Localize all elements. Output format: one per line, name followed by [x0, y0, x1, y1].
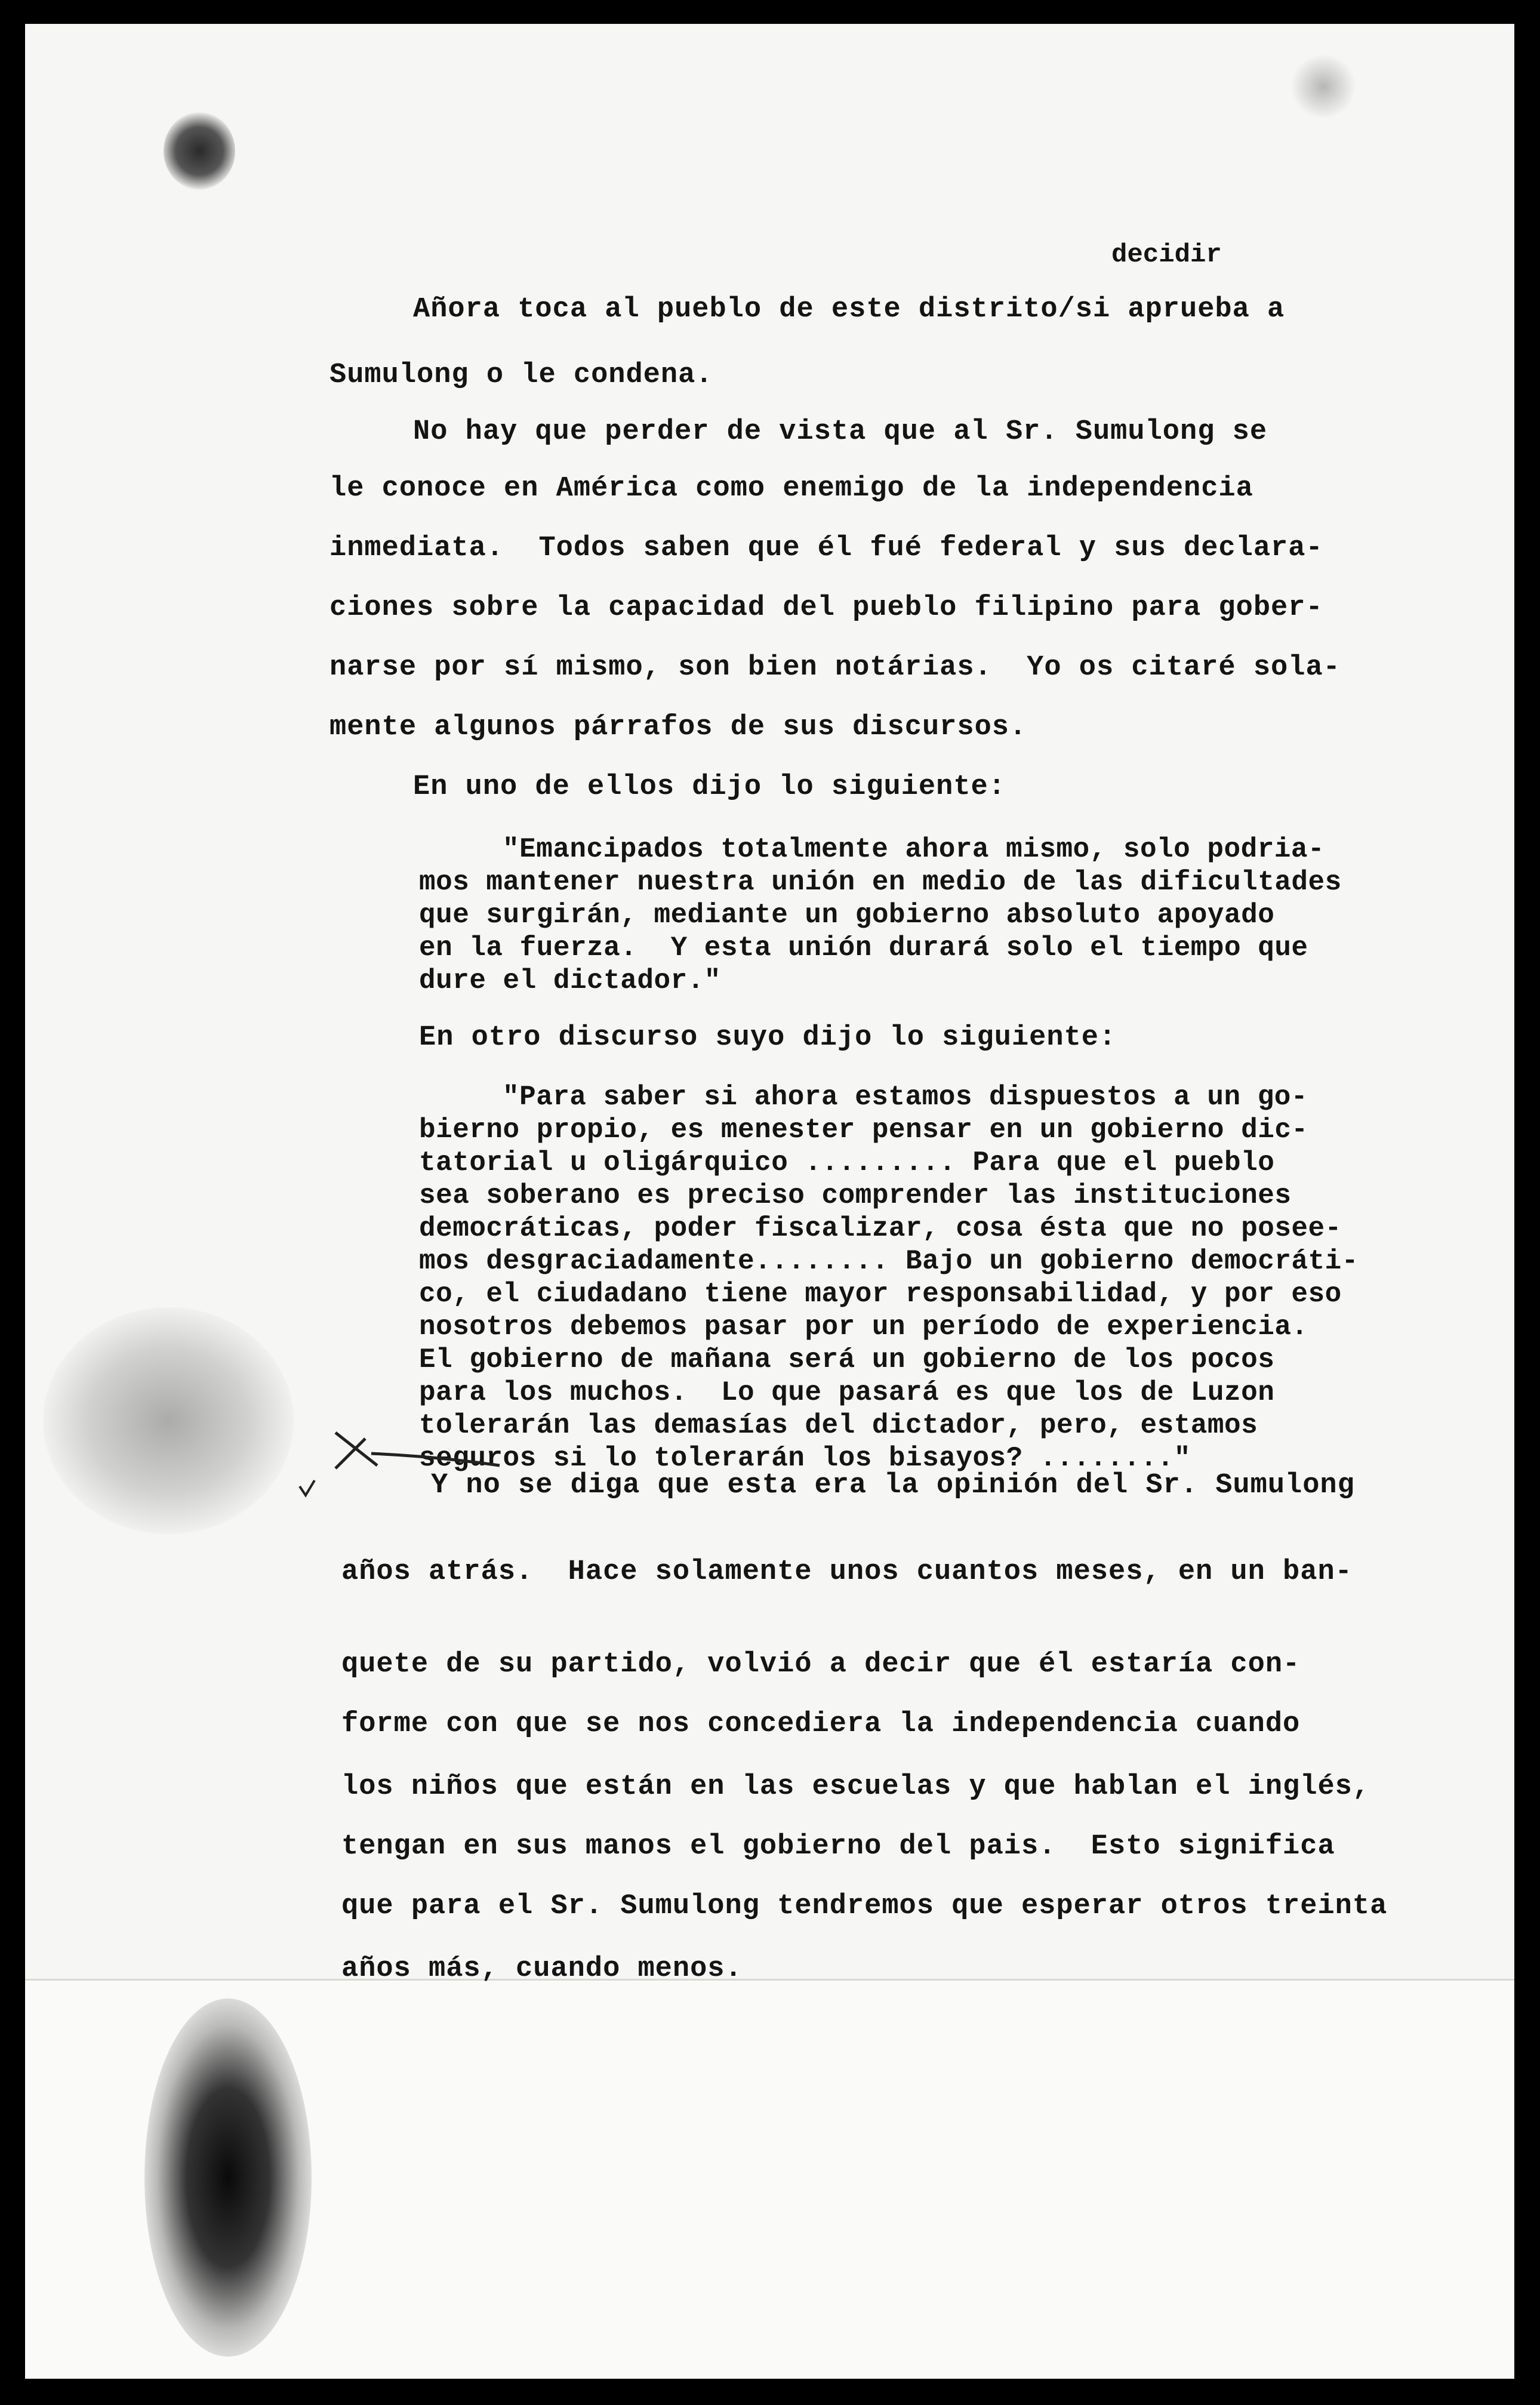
text-line: los niños que están en las escuelas y que hablan el inglés,	[341, 1771, 1370, 1803]
quote-line: seguros si lo tolerarán los bisayos? ........"	[419, 1443, 1191, 1474]
quote-line: mos mantener nuestra unión en medio de las dificultades	[419, 867, 1342, 898]
text-line: tengan en sus manos el gobierno del pais. Esto significa	[341, 1831, 1335, 1862]
quote-line: mos desgraciadamente........ Bajo un gobierno democráti-	[419, 1246, 1359, 1277]
text-line: En otro discurso suyo dijo lo siguiente:	[419, 1022, 1117, 1054]
quote-line: dure el dictador."	[419, 965, 721, 996]
quote-line: nosotros debemos pasar por un período de experiencia.	[419, 1311, 1308, 1342]
text-line: mente algunos párrafos de sus discursos.	[329, 712, 1027, 743]
text-line: le conoce en América como enemigo de la independencia	[329, 473, 1253, 504]
dark-smudge	[144, 1998, 312, 2357]
text-line: inmediata. Todos saben que él fué federal y sus declara-	[329, 532, 1323, 564]
folded-lower-section	[25, 1979, 1514, 2379]
quote-line: sea soberano es preciso comprender las instituciones	[419, 1180, 1292, 1211]
quote-line: tatorial u oligárquico ......... Para que el pueblo	[419, 1147, 1275, 1178]
quote-line: "Emancipados totalmente ahora mismo, solo podria-	[503, 834, 1325, 865]
text-line: que para el Sr. Sumulong tendremos que esperar otros treinta	[341, 1890, 1388, 1922]
text-line: quete de su partido, volvió a decir que él estaría con-	[341, 1649, 1301, 1680]
quote-line: para los muchos. Lo que pasará es que los de Luzon	[419, 1377, 1275, 1408]
text-line: forme con que se nos concediera la independencia cuando	[341, 1708, 1301, 1740]
quote-line: en la fuerza. Y esta unión durará solo el tiempo que	[419, 932, 1308, 963]
quote-line: tolerarán las demasías del dictador, pero, estamos	[419, 1410, 1258, 1441]
text-line: En uno de ellos dijo lo siguiente:	[413, 771, 1006, 803]
stain-left	[43, 1307, 294, 1534]
quote-line: que surgirán, mediante un gobierno absoluto apoyado	[419, 900, 1275, 931]
quote-line: democráticas, poder fiscalizar, cosa ésta que no posee-	[419, 1213, 1342, 1244]
ink-blot	[164, 112, 235, 190]
text-line: Y no se diga que esta era la opinión del Sr. Sumulong	[431, 1470, 1355, 1501]
text-line: Añora toca al pueblo de este distrito/si aprueba a	[413, 294, 1285, 325]
text-line: años más, cuando menos.	[341, 1953, 743, 1985]
text-line: ciones sobre la capacidad del pueblo filipino para gober-	[329, 592, 1323, 624]
quote-line: "Para saber si ahora estamos dispuestos a un go-	[503, 1082, 1308, 1113]
text-line: narse por sí mismo, son bien notárias. Yo os citaré sola-	[329, 652, 1341, 683]
stain-top-right	[1290, 54, 1356, 119]
quote-line: El gobierno de mañana será un gobierno de los pocos	[419, 1344, 1275, 1375]
text-line: Sumulong o le condena.	[329, 359, 713, 391]
text-line: No hay que perder de vista que al Sr. Sumulong se	[413, 416, 1268, 448]
document-page	[25, 24, 1514, 2379]
quote-line: co, el ciudadano tiene mayor responsabilidad, y por eso	[419, 1279, 1342, 1310]
quote-line: bierno propio, es menester pensar en un gobierno dic-	[419, 1114, 1308, 1145]
handwritten-insertion: decidir	[1111, 240, 1222, 270]
text-line: años atrás. Hace solamente unos cuantos meses, en un ban-	[341, 1556, 1353, 1588]
